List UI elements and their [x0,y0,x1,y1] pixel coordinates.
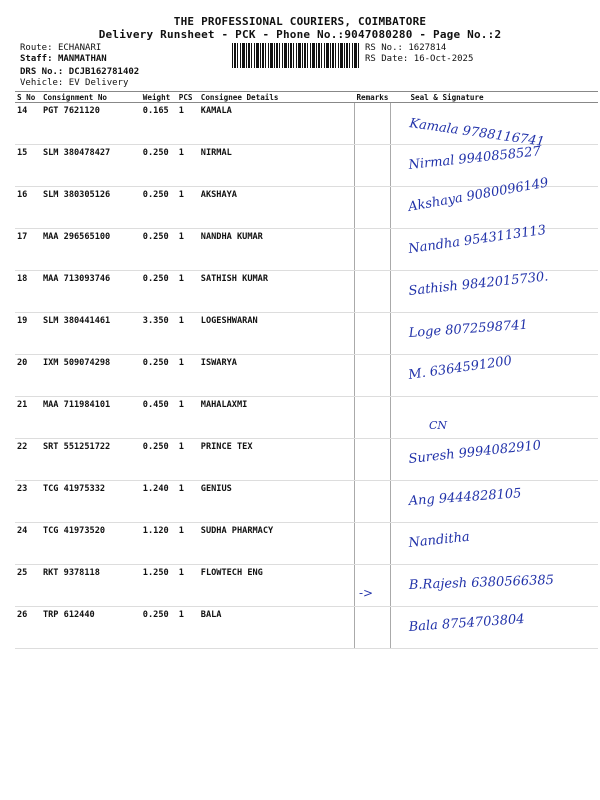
row-weight: 0.250 [141,229,177,271]
table-row [15,313,598,355]
row-signature [390,397,598,439]
row-consignee: BALA [199,607,355,649]
staff-value: MANMATHAN [57,54,107,64]
signature-icon [391,477,591,521]
row-consignee: SATHISH KUMAR [199,271,355,313]
row-signature [390,481,598,523]
row-sno: 23 [15,481,41,523]
rs-no-info [365,43,446,54]
col-seal: Seal & Signature [390,92,598,103]
col-weight: Weight [141,92,177,103]
signature-icon [391,99,591,150]
row-sno: 22 [15,439,41,481]
signature-text: B.Rajesh 6380566385 [408,572,555,593]
row-sno: 25 [15,565,41,607]
row-pcs: 1 [177,523,199,565]
row-consignment: TRP 612440 [41,607,141,649]
row-consignment: TCG 41973520 [41,523,141,565]
signature-icon [391,175,591,227]
row-pcs: 1 [177,271,199,313]
row-sno: 19 [15,313,41,355]
barcode-image [232,43,360,68]
row-remarks [354,607,390,649]
row-sno: 17 [15,229,41,271]
row-remarks [354,523,390,565]
row-consignment: MAA 296565100 [41,229,141,271]
row-consignee: PRINCE TEX [199,439,355,481]
signature-icon [391,603,591,647]
row-consignee: ISWARYA [199,355,355,397]
vehicle-info [20,78,128,89]
row-pcs: 1 [177,103,199,145]
rs-date-label: RS Date: [365,54,409,64]
signature-icon [391,222,591,269]
signature-text: Sathish 9842015730. [407,269,550,299]
signature-icon [391,519,591,563]
row-consignment: SLM 380305126 [41,187,141,229]
drs-info [20,67,139,78]
row-pcs: 1 [177,313,199,355]
row-weight: 0.250 [141,271,177,313]
signature-text: Nirmal 9940858527 [407,144,542,173]
row-consignee: KAMALA [199,103,355,145]
table-row [15,145,598,187]
table-row [15,397,598,439]
row-signature [390,607,598,649]
row-weight: 0.250 [141,187,177,229]
signature-icon [391,267,591,311]
row-remarks [354,355,390,397]
row-consignee: GENIUS [199,481,355,523]
signature-icon [391,561,591,605]
staff-label: Staff: [20,54,53,64]
route-label: Route: [20,43,53,53]
table-row [15,103,598,145]
row-remarks [354,145,390,187]
rs-date-info [365,54,473,65]
table-row [15,523,598,565]
col-pcs: PCS [177,92,199,103]
runsheet-title: Delivery Runsheet - PCK - Phone No.:9047080280 - Page No.:2 [98,28,502,41]
row-signature [390,271,598,313]
row-weight: 0.250 [141,355,177,397]
row-weight: 0.250 [141,145,177,187]
row-sno: 18 [15,271,41,313]
row-consignment: PGT 7621120 [41,103,141,145]
signature-text: Kamala 9788116741 [408,116,546,150]
signature-text: Loge 8072598741 [408,317,529,341]
signature-text: Ang 9444828105 [408,486,522,509]
row-remarks [354,187,390,229]
row-pcs: 1 [177,565,199,607]
row-remarks [354,397,390,439]
row-consignee: FLOWTECH ENG [199,565,355,607]
staff-info [20,54,107,65]
signature-icon [391,141,591,185]
row-signature [390,175,598,229]
signature-text: Nandha 9543113113 [407,222,547,257]
signature-icon [391,309,591,353]
row-weight: 1.240 [141,481,177,523]
drs-label: DRS No.: [20,67,64,77]
row-sno: 15 [15,145,41,187]
table-row [15,439,598,481]
row-signature [390,355,598,397]
col-sno: S No [15,92,41,103]
route-info [20,43,101,54]
row-remarks [354,481,390,523]
row-weight: 1.120 [141,523,177,565]
row-signature [390,439,598,481]
runsheet-table [15,91,598,649]
row-weight: 0.165 [141,103,177,145]
remark-arrow: -> [358,586,374,600]
rs-no-label: RS No.: [365,43,403,53]
row-pcs: 1 [177,607,199,649]
row-sno: 14 [15,103,41,145]
company-title: THE PROFESSIONAL COURIERS, COIMBATORE [173,15,427,28]
row-pcs: 1 [177,439,199,481]
route-value: ECHANARI [57,43,102,53]
signature-icon [391,435,591,479]
row-remarks [354,103,390,145]
drs-value: DCJB162781402 [68,67,140,77]
row-consignee: NIRMAL [199,145,355,187]
row-weight: 0.250 [141,607,177,649]
signature-text: Nanditha [407,529,471,551]
row-signature [390,565,598,607]
signature-text: Bala 8754703804 [408,611,526,635]
row-signature [390,222,598,271]
row-remarks [354,229,390,271]
vehicle-value: EV Delivery [68,78,129,88]
row-pcs: 1 [177,481,199,523]
row-remarks [354,439,390,481]
row-weight: 0.250 [141,439,177,481]
row-sno: 20 [15,355,41,397]
row-remarks [354,313,390,355]
row-sno: 24 [15,523,41,565]
row-consignment: RKT 9378118 [41,565,141,607]
col-consignee: Consignee Details [199,92,355,103]
row-consignment: MAA 711984101 [41,397,141,439]
row-remarks [354,565,390,607]
row-signature [390,103,598,150]
row-weight: 3.350 [141,313,177,355]
vehicle-label: Vehicle: [20,78,64,88]
table-row [15,355,598,397]
row-consignee: MAHALAXMI [199,397,355,439]
row-sno: 26 [15,607,41,649]
row-signature [390,523,598,565]
row-pcs: 1 [177,397,199,439]
table-row [15,481,598,523]
table-row [15,271,598,313]
cn-note: CN [428,419,447,432]
row-weight: 1.250 [141,565,177,607]
row-pcs: 1 [177,145,199,187]
row-sno: 21 [15,397,41,439]
row-consignee: NANDHA KUMAR [199,229,355,271]
row-consignee: AKSHAYA [199,187,355,229]
signature-text: Suresh 9994082910 [407,438,542,467]
row-consignment: SRT 551251722 [41,439,141,481]
row-consignment: TCG 41975332 [41,481,141,523]
table-row [15,565,598,607]
table-row [15,187,598,229]
row-consignment: SLM 380441461 [41,313,141,355]
row-pcs: 1 [177,229,199,271]
col-remarks: Remarks [356,92,389,102]
signature-icon [391,351,591,395]
row-consignment: IXM 509074298 [41,355,141,397]
row-weight: 0.450 [141,397,177,439]
row-pcs: 1 [177,355,199,397]
row-signature [390,313,598,355]
row-sno: 16 [15,187,41,229]
row-consignment: MAA 713093746 [41,271,141,313]
row-remarks [354,271,390,313]
row-consignment: SLM 380478427 [41,145,141,187]
rs-no-value: 1627814 [408,43,447,53]
table-row [15,607,598,649]
row-consignee: SUDHA PHARMACY [199,523,355,565]
row-signature [390,145,598,187]
col-consignment: Consignment No [41,92,141,103]
rs-date-value: 16-Oct-2025 [413,54,474,64]
table-row [15,229,598,271]
signature-text: M. 6364591200 [407,353,513,383]
signature-text: Akshaya 9080096149 [407,175,550,215]
row-pcs: 1 [177,187,199,229]
row-consignee: LOGESHWARAN [199,313,355,355]
